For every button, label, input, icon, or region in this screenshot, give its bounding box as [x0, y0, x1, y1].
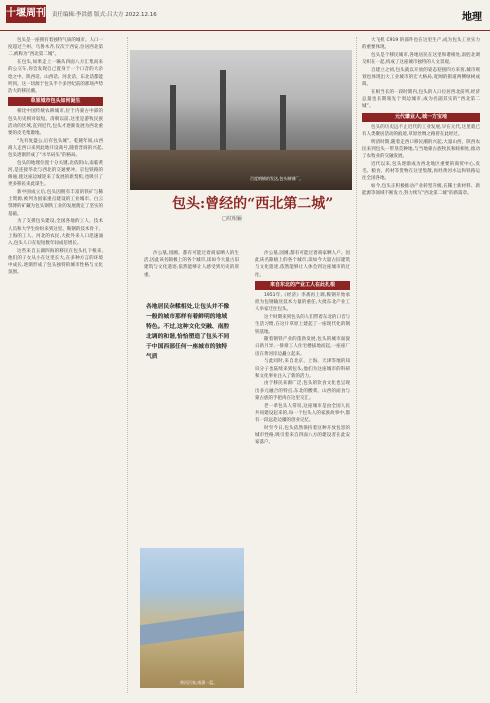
- column-divider: [356, 37, 357, 693]
- paragraph: 这些来自五湖四海的移民在包头扎下根来,他们的子女从小在这里长大,在多种方言的环境中成长,逐渐形成了包头独特的城市性格与文化氛围。: [8, 248, 103, 276]
- subheading: 来自东北的产业工人在此扎根: [255, 281, 350, 290]
- paragraph: 包头的历史远不止近代的工业发展,早在元代,这里就已有人类聚居活动的痕迹,草原丝绸之路曾在此经过。: [362, 124, 480, 137]
- factory-silhouette: [130, 150, 352, 190]
- paragraph: 包头是个移民城市,各地居民在这里和谐相处,南腔北调交织在一起,构成了这座城市独特的人文景观。: [362, 52, 480, 66]
- pull-quote: 各地居民杂糅相处,让包头并不像一般的城市那样有着鲜明的地域特色。不过,这种文化交融、南腔北调的和谐,恰恰塑造了包头不同于中国西部任何一座城市的独特气质: [146, 304, 230, 360]
- subheading: 草原城市包头如何诞生: [8, 97, 103, 106]
- paragraph: 这个时期来到包头的人们带着东北的口音与生活习惯,在这片草原上建起了一座现代化的钢铁基地。: [255, 315, 350, 335]
- chimney-shape: [170, 85, 176, 155]
- chimney-shape: [220, 70, 226, 155]
- photo-caption: 百度钢铺的发达,包头制钢厂。: [250, 176, 304, 181]
- river-photo: [140, 548, 244, 688]
- column-left: [8, 37, 103, 693]
- paragraph: 在包头,如果走上一辆从四面八方汇集而来的公交车,你会发现自己置身于一个口音的大杂烩之中。陕西话、山西话、河北话、东北话都能听到。这一切源于包头半个多世纪前的那场声势浩大的移民潮。: [8, 60, 103, 94]
- paragraph: 近代以来,包头逐渐成为西北地区重要的商贸中心,皮毛、粮食、药材等货物在这里集散,再经黄河水运和铁路运往全国各地。: [362, 161, 480, 182]
- paragraph: 自建立之初,包头就以开放的姿态迎接四方来客,城市规划也体现出大工业城市的宏大格局,宽阔的街道两侧绿树成荫。: [362, 67, 480, 88]
- paragraph: 相比中国传统农耕城市,位于内蒙古中部的包头历史相对较短。清朝以前,这里是游牧民族活动的区域,直到近代,包头才逐渐发展为西北重要的皮毛集散地。: [8, 109, 103, 136]
- column-center-right: [255, 250, 350, 700]
- river-shape: [140, 611, 244, 646]
- paragraph: 明清时期,随着走西口移民潮的兴起,大量山西、陕西农民来到包头一带垦荒种地,与当地蒙古族牧民和睦相处,推动了农牧业的交融发展。: [362, 139, 480, 160]
- paragraph: 1951年,《经济》李斋再上调,鞍钢开始承担为包钢输送技术力量的重任,大批东北产业工人举家迁往包头。: [255, 293, 350, 313]
- paragraph: 在相当长的一段时期内,包头的人口位居西北前列,经济总量也长期领先于周边城市,成为名副其实的“西北第二城”。: [362, 89, 480, 110]
- paragraph: 由于移民来源广泛,包头的饮食文化也呈现出多元融合的特点,东北的酸菜、山西的面食与蒙古族的手把肉在这里交汇。: [255, 381, 350, 401]
- paragraph: 大飞机 C919 的部件也在这里生产,成为包头工业实力的重要体现。: [362, 38, 480, 51]
- paragraph: 新中国成立后,包头因拥有丰富的铁矿与稀土资源,被列为国家重点建设的工业城市。白云鄂博的矿藏为包头钢铁工业的发展奠定了坚实的基础。: [8, 190, 103, 217]
- brand-logo: 十堰周刊: [6, 5, 46, 23]
- column-right: [362, 37, 480, 693]
- article-title: 包头:曾经的“西北第二城”: [172, 196, 334, 212]
- paragraph: 沙公墓,园圃。都有可能过着商家晒人的生活,因此该名隙极上的各个城市,读如今大量古旧建筑与文化遗迹,依然能够让人感受到历史的厚重。: [144, 251, 239, 278]
- paragraph: “先有复盛公,后有包头城”。乾隆年间,山西商人走西口来到此地开设商号,随着晋商的兴起,包头逐渐形成了“水旱码头”的格局。: [8, 138, 103, 159]
- article-author: □杖相骊: [222, 216, 242, 222]
- paragraph: 包头是一座拥有着独特气质的城市。人口一度超过兰州、乌鲁木齐,仅次于西安,位居西北第二,被称为“西北第二城”。: [8, 38, 103, 58]
- paragraph: 老一辈包头人常说,这座城市是由全国人民共同建设起来的,每一个包头人的家族故事中,都有一段远赴边疆的创业记忆。: [255, 403, 350, 423]
- masthead: [0, 0, 490, 31]
- paragraph: 如今,包头正积极推动产业转型升级,在稀土新材料、新能源等领域不断发力,努力续写“西北第二城”的新篇章。: [362, 183, 480, 197]
- photo-caption: 黄河百家,南蒲一蓝。: [180, 680, 218, 685]
- subheading: 元代肇业人,城一方宝地: [362, 113, 480, 122]
- chimney-shape: [280, 95, 286, 155]
- paragraph: 包头的地理位置十分关键,北依阴山,南临黄河,是连接华北与西北的交通要冲。京包铁路的修通,使这座边城迎来了发展的新契机,也吸引了更多移民来此谋生。: [8, 160, 103, 188]
- paragraph: 沙公墓,园圃,都有可能过着商家晒人户。因此该名隙极上的各个城市,读如今大量古旧建筑与文化遗迹,依然能够让人体会到这座城市的过往。: [255, 251, 350, 278]
- paragraph: 与此同时,来自北京、上海、天津等地的知识分子也陆续来到包头,他们为这座城市的科研和文化事业注入了新的活力。: [255, 359, 350, 379]
- paragraph: 时至今日,包头依然保持着这种开放包容的城市性格,吸引着来自四面八方的建设者在此安家落户。: [255, 425, 350, 446]
- industrial-photo: [130, 50, 352, 190]
- section-title: 地理: [462, 12, 482, 23]
- paragraph: 随着钢铁产业的蓬勃发展,包头的城市面貌日新月异,一排排工人住宅楼拔地而起,一座座厂房在黄河岸边矗立起来。: [255, 337, 350, 357]
- column-divider: [127, 37, 128, 693]
- editor-info: 责任编辑:李洪德 版式:吕大方 2022.12.16: [52, 12, 157, 18]
- paragraph: 为了支援包头建设,全国各地的工人、技术人员和大学生纷纷来到这里。鞍钢的技术骨干、上海的工人、河北的农民,大批外来人口迅速涌入,包头人口在短短数年间成倍增长。: [8, 219, 103, 246]
